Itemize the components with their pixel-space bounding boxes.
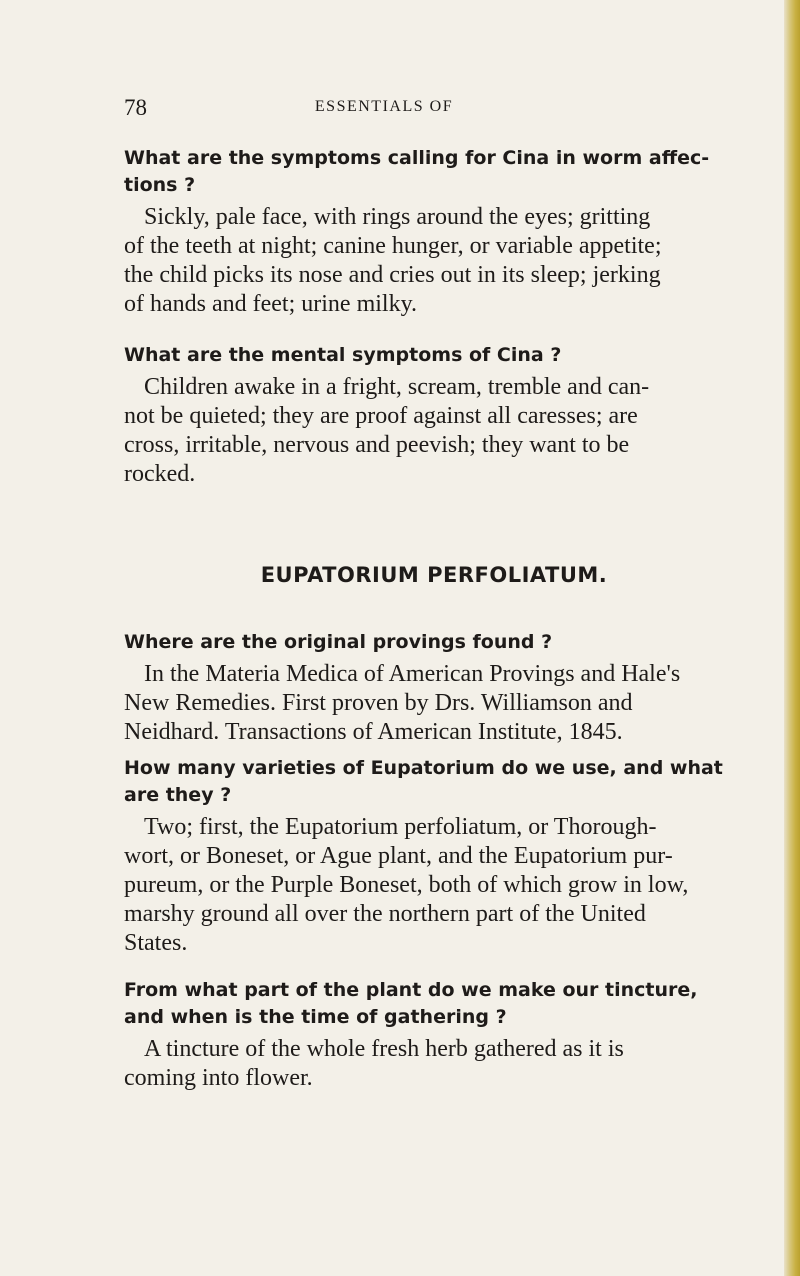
question-line: tions ? [124, 174, 196, 196]
question [124, 755, 744, 809]
question-line: What are the mental symptoms of Cina ? [124, 344, 562, 366]
answer-line: of the teeth at night; canine hunger, or variable appetite; [124, 233, 662, 259]
answer-line: the child picks its nose and cries out in its sleep; jerking [124, 262, 661, 288]
page-edge [784, 0, 800, 1276]
answer-line: of hands and feet; urine milky. [124, 291, 418, 317]
question-line: and when is the time of gathering ? [124, 1006, 507, 1028]
answer-5 [124, 1035, 744, 1093]
running-head: ESSENTIALS OF [314, 98, 454, 115]
question-line: From what part of the plant do we make our tincture, [124, 979, 698, 1001]
answer-line: rocked. [124, 461, 196, 487]
qa-block-1 [124, 145, 744, 199]
answer-line: Sickly, pale face, with rings around the eyes; gritting [144, 204, 651, 230]
qa-block-4 [124, 755, 744, 809]
answer-line: A tincture of the whole fresh herb gathered as it is [144, 1036, 624, 1062]
question [124, 342, 744, 369]
answer-3 [124, 660, 744, 747]
answer-line: New Remedies. First proven by Drs. Williamson and [124, 690, 633, 716]
answer-line: coming into flower. [124, 1065, 313, 1091]
qa-block-2 [124, 342, 744, 369]
answer-line: wort, or Boneset, or Ague plant, and the Eupatorium pur- [124, 843, 673, 869]
qa-block-3 [124, 629, 744, 656]
answer-line: pureum, or the Purple Boneset, both of which grow in low, [124, 872, 689, 898]
question-line: Where are the original provings found ? [124, 631, 553, 653]
page-number: 78 [124, 95, 147, 120]
question-line: How many varieties of Eupatorium do we use, and what [124, 757, 723, 779]
answer-line: marshy ground all over the northern part of the United [124, 901, 646, 927]
answer-line: States. [124, 930, 188, 956]
qa-block-5 [124, 977, 744, 1031]
answer-1 [124, 203, 744, 319]
question [124, 629, 744, 656]
answer-line: Neidhard. Transactions of American Institute, 1845. [124, 719, 623, 745]
question-line: What are the symptoms calling for Cina in worm affec- [124, 147, 710, 169]
answer-line: cross, irritable, nervous and peevish; they want to be [124, 432, 630, 458]
question [124, 145, 744, 199]
answer-2 [124, 373, 744, 489]
question [124, 977, 744, 1031]
answer-line: not be quieted; they are proof against all caresses; are [124, 403, 638, 429]
answer-line: Two; first, the Eupatorium perfoliatum, or Thorough- [144, 814, 657, 840]
section-heading: EUPATORIUM PERFOLIATUM. [260, 563, 608, 587]
answer-line: Children awake in a fright, scream, tremble and can- [144, 374, 650, 400]
page-header [124, 95, 644, 125]
question-line: are they ? [124, 784, 232, 806]
answer-4 [124, 813, 744, 958]
answer-line: In the Materia Medica of American Provings and Hale's [144, 661, 681, 687]
